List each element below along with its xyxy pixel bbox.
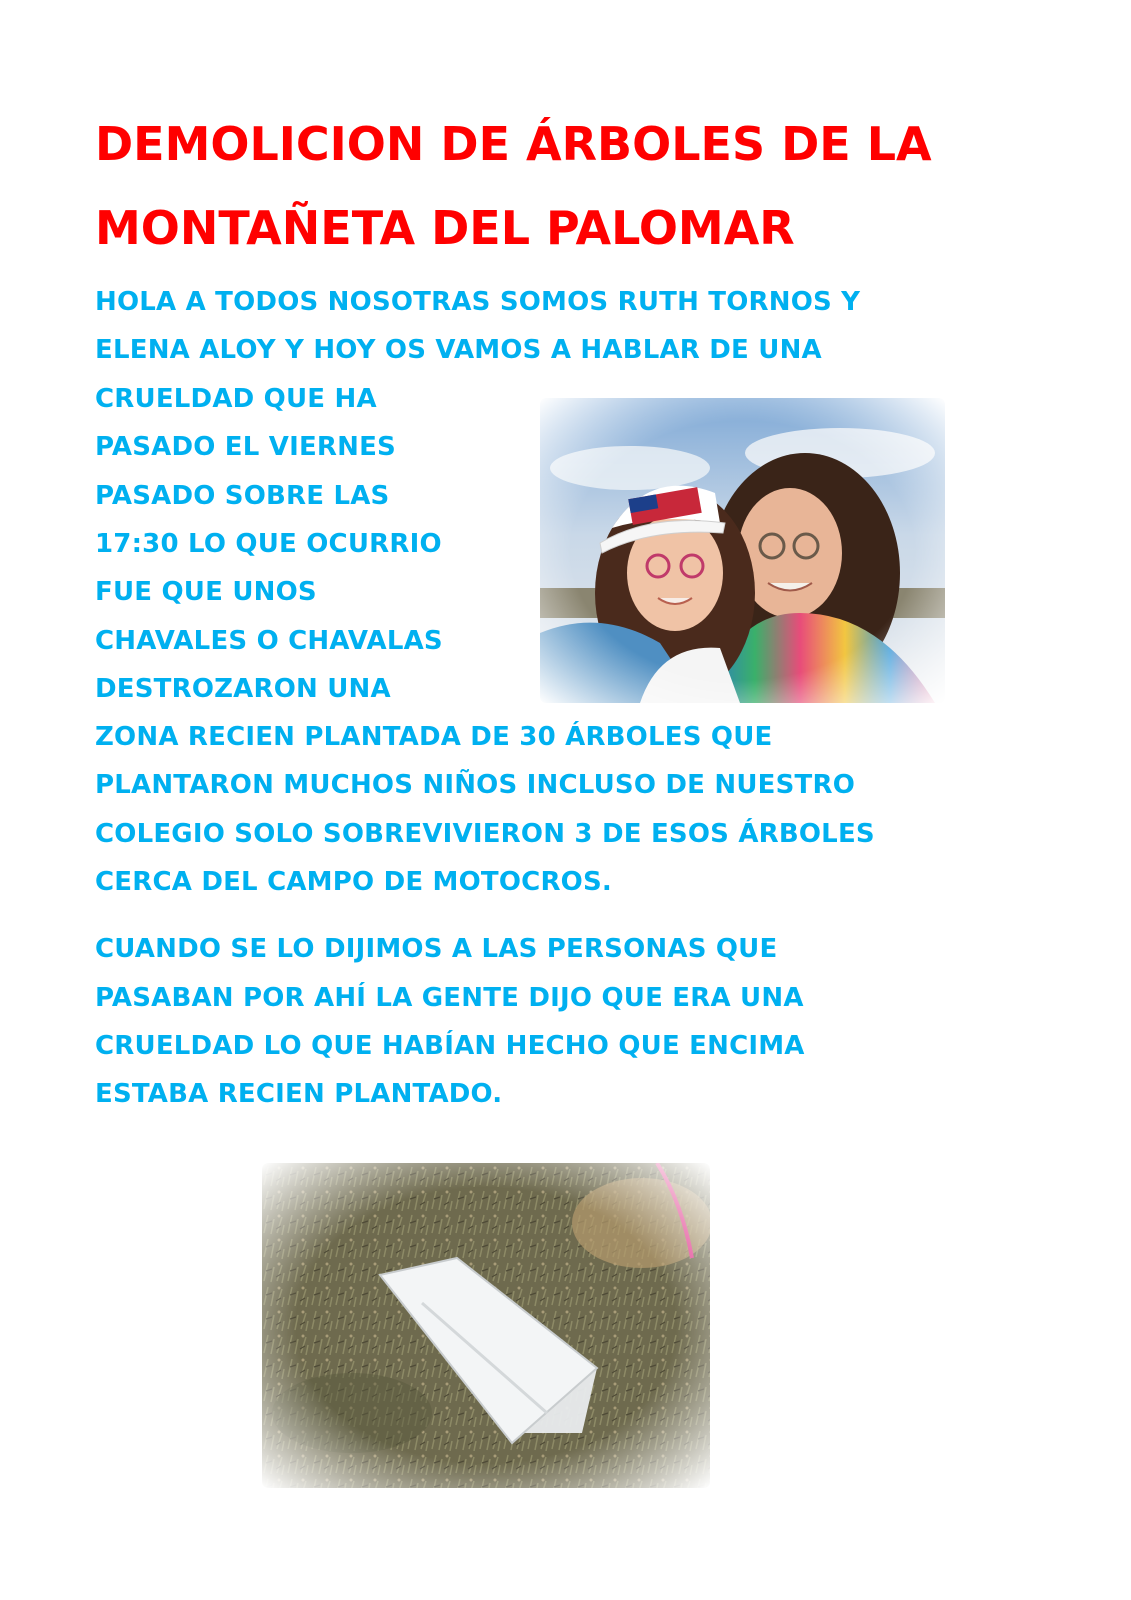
paragraph-1-line: ZONA RECIEN PLANTADA DE 30 ÁRBOLES QUE — [95, 722, 773, 752]
paragraph-1-line: PASADO EL VIERNES — [95, 432, 396, 462]
page-title — [95, 102, 1095, 270]
paragraph-1-line: 17:30 LO QUE OCURRIO — [95, 529, 442, 559]
title-line-1: DEMOLICION DE ÁRBOLES DE LA — [95, 117, 932, 171]
paragraph-1-line: CERCA DEL CAMPO DE MOTOCROS. — [95, 867, 612, 897]
selfie-photo — [540, 398, 945, 703]
paragraph-2-line: PASABAN POR AHÍ LA GENTE DIJO QUE ERA UNA — [95, 983, 804, 1013]
paragraph-1-line: PASADO SOBRE LAS — [95, 481, 390, 511]
paragraph-1-line: CRUELDAD QUE HA — [95, 384, 377, 414]
paragraph-1-line: CHAVALES O CHAVALAS — [95, 626, 443, 656]
title-line-2: MONTAÑETA DEL PALOMAR — [95, 201, 795, 255]
ground-photo — [262, 1163, 710, 1488]
paragraph-1-line: ELENA ALOY Y HOY OS VAMOS A HABLAR DE UNA — [95, 335, 822, 365]
paragraph-1-line: COLEGIO SOLO SOBREVIVIERON 3 DE ESOS ÁRBOLES — [95, 819, 875, 849]
paragraph-1-line: FUE QUE UNOS — [95, 577, 317, 607]
paragraph-1-line: PLANTARON MUCHOS NIÑOS INCLUSO DE NUESTRO — [95, 770, 856, 800]
paragraph-1-line: DESTROZARON UNA — [95, 674, 391, 704]
paragraph-1-line: HOLA A TODOS NOSOTRAS SOMOS RUTH TORNOS Y — [95, 287, 861, 317]
paragraph-2-line: ESTABA RECIEN PLANTADO. — [95, 1079, 503, 1109]
paragraph-2-line: CUANDO SE LO DIJIMOS A LAS PERSONAS QUE — [95, 934, 778, 964]
paragraph-2-line: CRUELDAD LO QUE HABÍAN HECHO QUE ENCIMA — [95, 1031, 805, 1061]
